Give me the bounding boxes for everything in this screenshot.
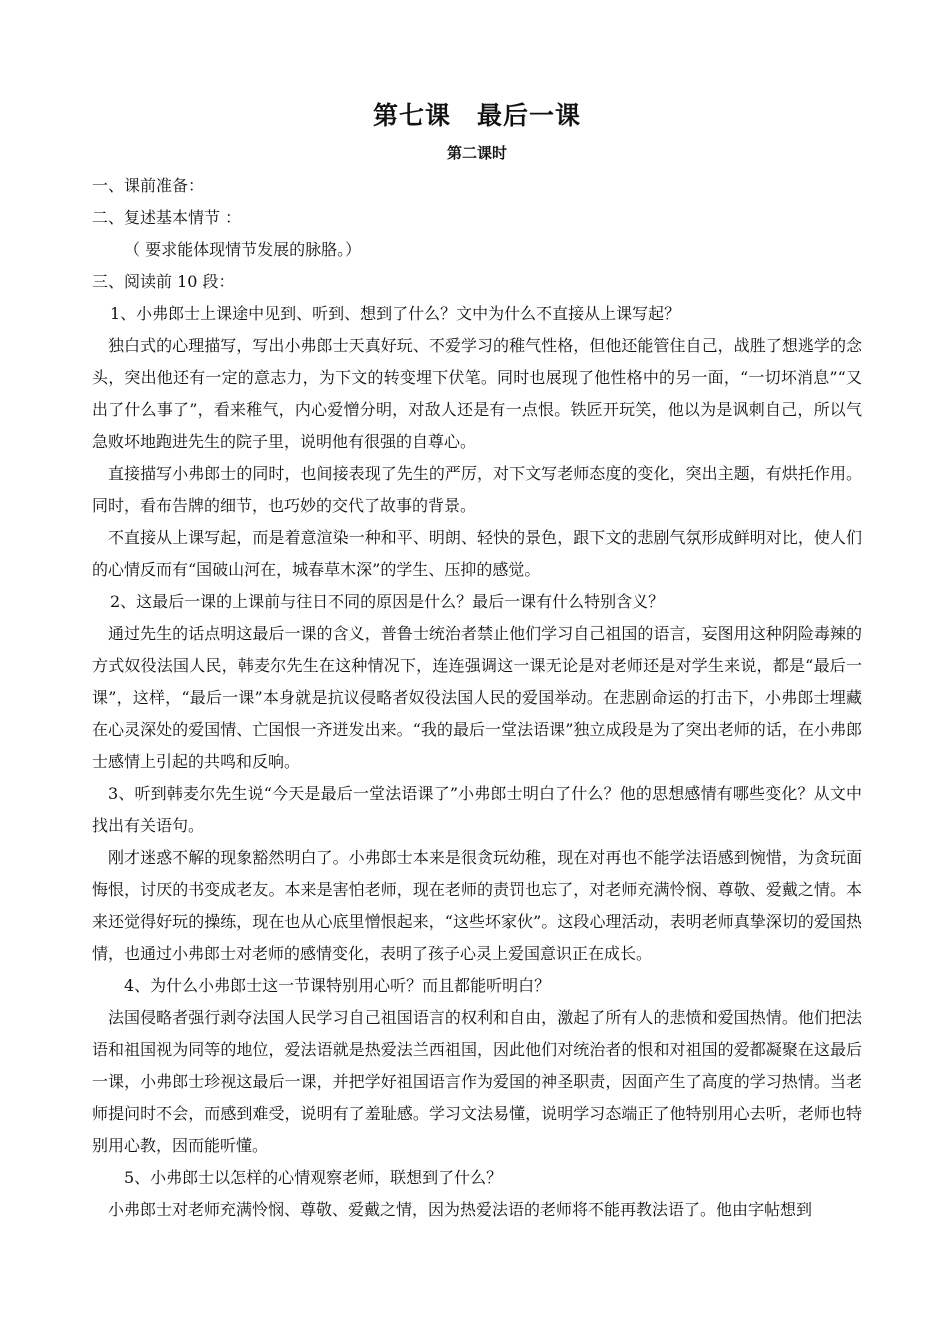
- section-heading-1: 一、课前准备：: [92, 176, 205, 195]
- answer-1-para-1: 独白式的心理描写，写出小弗郎士天真好玩、不爱学习的稚气性格，但他还能管住自己，战胜了想逃学的念头，突出他还有一定的意志力，为下文的转变埋下伏笔。同时也展现了他性格中的另一面，“一切坏消息”“又出了什么事了”，看来稚气，内心爱憎分明，对敌人还是有一点恨。铁匠开玩笑，他以为是讽刺自己，所以气急败坏地跑进先生的院子里，说明他有很强的自尊心。: [92, 336, 862, 451]
- answer-1-para-3: 不直接从上课写起，而是着意渲染一种和平、明朗、轻快的景色，跟下文的悲剧气氛形成鲜明对比，使人们的心情反而有“国破山河在，城春草木深”的学生、压抑的感觉。: [92, 528, 862, 579]
- answer-4-para-1: 法国侵略者强行剥夺法国人民学习自己祖国语言的权利和自由，激起了所有人的悲愤和爱国热情。他们把法语和祖国视为同等的地位，爱法语就是热爱法兰西祖国，因此他们对统治者的恨和对祖国的爱都凝聚在这最后一课，小弗郎士珍视这最后一课，并把学好祖国语言作为爱国的神圣职责，因面产生了高度的学习热情。当老师提问时不会，而感到难受，说明有了羞耻感。学习文法易懂，说明学习态端正了他特别用心去听，老师也特别用心教，因而能听懂。: [92, 1008, 862, 1155]
- page-title: 第七课 最后一课: [372, 101, 581, 130]
- question-3: 3、听到韩麦尔先生说“今天是最后一堂法语课了”小弗郎士明白了什么？他的思想感情有哪些变化？从文中找出有关语句。: [92, 784, 862, 835]
- answer-2-para-1: 通过先生的话点明这最后一课的含义，普鲁士统治者禁止他们学习自己祖国的语言，妄图用这种阴险毒辣的方式奴役法国人民，韩麦尔先生在这种情况下，连连强调这一课无论是对老师还是对学生来说，都是“最后一课”，这样，“最后一课”本身就是抗议侵略者奴役法国人民的爱国举动。在悲剧命运的打击下，小弗郎士埋藏在心灵深处的爱国情、亡国恨一齐迸发出来。“我的最后一堂法语课”独立成段是为了突出老师的话，在小弗郎士感情上引起的共鸣和反响。: [92, 624, 862, 771]
- section-heading-2: 二、复述基本情节 ：: [92, 208, 242, 227]
- question-1: 1、小弗郎士上课途中见到、听到、想到了什么？文中为什么不直接从上课写起？: [110, 304, 681, 323]
- document-page: [92, 96, 862, 1226]
- question-2: 2、这最后一课的上课前与往日不同的原因是什么？最后一课有什么特别含义？: [110, 592, 665, 611]
- answer-3-para-1: 刚才迷惑不解的现象豁然明白了。小弗郎士本来是很贪玩幼稚，现在对再也不能学法语感到惋惜，为贪玩面悔恨，讨厌的书变成老友。本来是害怕老师，现在老师的责罚也忘了，对老师充满怜悯、尊敬、爱戴之情。本来还觉得好玩的操练，现在也从心底里憎恨起来，“这些坏家伙”。这段心理活动，表明老师真挚深切的爱国热情，也通过小弗郎士对老师的感情变化，表明了孩子心灵上爱国意识正在成长。: [92, 848, 862, 963]
- section-heading-3: 三、阅读前 10 段：: [92, 272, 235, 291]
- question-4: 4、为什么小弗郎士这一节课特别用心听？而且都能听明白？: [124, 976, 551, 995]
- page-subtitle: 第二课时: [446, 144, 507, 162]
- answer-5-para-1: 小弗郎士对老师充满怜悯、尊敬、爱戴之情，因为热爱法语的老师将不能再教法语了。他由字帖想到: [108, 1200, 813, 1219]
- answer-1-para-2: 直接描写小弗郎士的同时，也间接表现了先生的严厉，对下文写老师态度的变化，突出主题，有烘托作用。同时，看布告牌的细节，也巧妙的交代了故事的背景。: [92, 464, 862, 515]
- section-note: （ 要求能体现情节发展的脉胳。）: [124, 240, 362, 259]
- question-5: 5、小弗郎士以怎样的心情观察老师，联想到了什么？: [124, 1168, 503, 1187]
